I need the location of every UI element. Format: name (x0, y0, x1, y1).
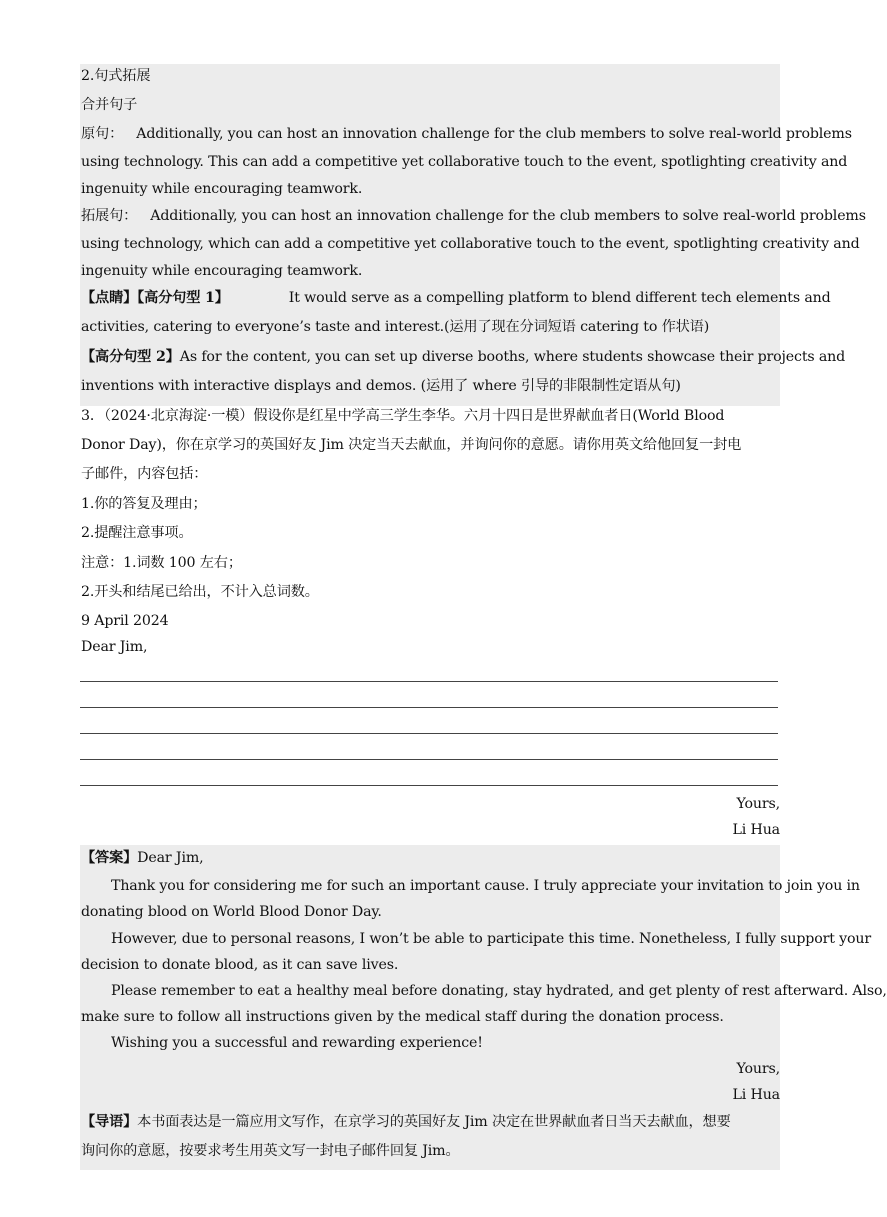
answer-line-greeting: 【答案】Dear Jim, (81, 850, 204, 866)
expanded-label: 拓展句： (81, 208, 138, 224)
original-sentence-line-3: ingenuity while encouraging teamwork. (81, 181, 363, 197)
letter-signature: Li Hua (732, 822, 780, 838)
expanded-sentence-line-2: using technology, which can add a competitive yet collaborative touch to the event, spotlighting creativity and (81, 236, 860, 252)
question3-line-3: 子邮件，内容包括： (81, 466, 208, 482)
expanded-sentence-line-1: 拓展句： Additionally, you can host an innovation challenge for the club members to solve real-world problems (81, 208, 866, 224)
section-subheading: 合并句子 (81, 97, 138, 113)
question3-item-1: 1.你的答复及理由； (81, 496, 207, 512)
guide-label: 【导语】 (81, 1114, 138, 1130)
pattern2-line-1: 【高分句型 2】As for the content, you can set up diverse booths, where students showcase their projects and (81, 349, 846, 365)
letter-greeting: Dear Jim, (81, 639, 148, 655)
original-label: 原句： (81, 126, 124, 142)
answer-paragraph-line: make sure to follow all instructions given by the medical staff during the donation process. (81, 1009, 724, 1025)
expanded-sentence-line-3: ingenuity while encouraging teamwork. (81, 263, 363, 279)
answer-signature: Li Hua (732, 1087, 780, 1103)
answer-paragraph-line: Thank you for considering me for such an important cause. I truly appreciate your invitation to join you in (111, 878, 860, 894)
pattern2-label: 【高分句型 2】 (81, 349, 180, 365)
writing-line (80, 759, 778, 760)
question3-line-2: Donor Day)，你在京学习的英国好友 Jim 决定当天去献血，并询问你的意愿。请你用英文给他回复一封电 (81, 437, 742, 453)
answer-closing: Yours, (736, 1061, 780, 1077)
letter-date: 9 April 2024 (81, 613, 169, 629)
pattern2-line-2: inventions with interactive displays and demos. (运用了 where 引导的非限制性定语从句) (81, 378, 681, 394)
letter-closing: Yours, (736, 796, 780, 812)
answer-paragraph-line: However, due to personal reasons, I won’t be able to participate this time. Nonetheless, I fully support your (111, 931, 872, 947)
answer-paragraph-line: Wishing you a successful and rewarding experience! (111, 1035, 483, 1051)
highlight-pattern1-line-2: activities, catering to everyone’s taste and interest.(运用了现在分词短语 catering to 作状语) (81, 319, 710, 335)
highlight-pattern1-line-1: 【点睛】【高分句型 1】 It would serve as a compelling platform to blend different tech elements and (81, 290, 831, 306)
question3-line-1: 3．（2024·北京海淀·一模）假设你是红星中学高三学生李华。六月十四日是世界献血者日(World Blood (81, 408, 725, 424)
answer-paragraph-line: Please remember to eat a healthy meal before donating, stay hydrated, and get plenty of rest afterward. Also, (111, 983, 887, 999)
answer-paragraph-line: decision to donate blood, as it can save lives. (81, 957, 399, 973)
answer-label: 【答案】 (81, 850, 138, 866)
section-heading: 2.句式拓展 (81, 68, 151, 84)
guide-line-1: 【导语】本书面表达是一篇应用文写作，在京学习的英国好友 Jim 决定在世界献血者日当天去献血，想要 (81, 1114, 731, 1130)
original-sentence-line-2: using technology. This can add a competitive yet collaborative touch to the event, spotlighting creativity and (81, 154, 848, 170)
question3-note: 注意：1.词数 100 左右； (81, 555, 242, 571)
writing-line (80, 785, 778, 786)
original-sentence-line-1: 原句： Additionally, you can host an innovation challenge for the club members to solve real-world problems (81, 126, 852, 142)
highlight-label: 【点睛】【高分句型 1】 (81, 290, 229, 306)
guide-line-2: 询问你的意愿，按要求考生用英文写一封电子邮件回复 Jim。 (81, 1143, 460, 1159)
answer-paragraph-line: donating blood on World Blood Donor Day. (81, 904, 382, 920)
writing-line (80, 733, 778, 734)
question3-item-2: 2.提醒注意事项。 (81, 525, 193, 541)
question3-note-2: 2.开头和结尾已给出，不计入总词数。 (81, 584, 319, 600)
writing-line (80, 681, 778, 682)
writing-line (80, 707, 778, 708)
